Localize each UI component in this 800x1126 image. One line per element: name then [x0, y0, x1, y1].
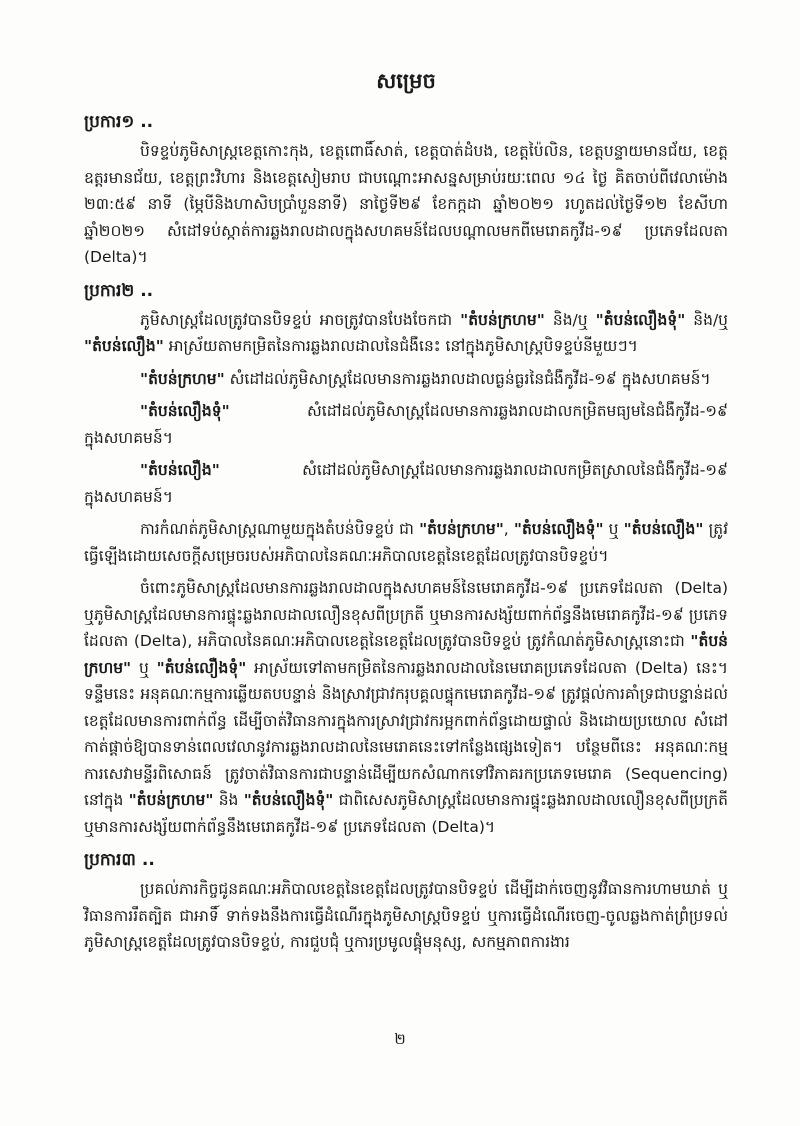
- text-run: សំដៅដល់ភូមិសាស្ត្រដែលមានការឆ្លងរាលដាលធ្ងន់ធ្ងរនៃជំងឺកូវីដ-១៩ ក្នុងសហគមន៍។: [224, 369, 711, 388]
- article-2-paragraph-6: [84, 575, 728, 840]
- zone-yellow-term: "តំបន់លឿង": [84, 337, 164, 355]
- document-title: សម្រេច: [376, 69, 436, 93]
- article-1-heading: ប្រការ១ ..: [84, 112, 154, 132]
- zone-dark-yellow-term: "តំបន់លឿងទុំ": [595, 310, 686, 329]
- zone-red-term: "តំបន់ក្រហម": [460, 310, 545, 329]
- text-run: និង/ឬ: [685, 310, 729, 329]
- text-run: ត្រូវធ្វើឡើងដោយសេចក្តីសម្រេចរបស់អភិបាលនៃគណៈអភិបាលខេត្តនៃខេត្តដែលត្រូវបានបិទខ្ទប់។: [84, 520, 728, 565]
- zone-red-term: "តំបន់ក្រហម": [140, 369, 225, 388]
- zone-dark-yellow-term: "តំបន់លឿងទុំ": [513, 520, 604, 538]
- article-3-heading: ប្រការ៣ ..: [84, 850, 155, 870]
- text-run: ជាពិសេសភូមិសាស្ត្រដែលមានការផ្ទុះឆ្លងរាលដាលលឿនខុសពីប្រក្រតី ឬមានការសង្ស័យពាក់ព័ន្ធនឹងមេរោគកូវីដ-១៩ ប្រភេទដែលតា (Delta)។: [84, 791, 728, 836]
- page-number: ២: [394, 1030, 406, 1048]
- article-2-paragraph-1: [84, 307, 728, 360]
- zone-dark-yellow-term: "តំបន់លឿងទុំ": [156, 658, 247, 677]
- text-run: ,: [503, 520, 514, 538]
- text-run: ភូមិសាស្ត្រដែលត្រូវបានបិទខ្ទប់ អាចត្រូវបានបែងចែកជា: [140, 310, 461, 329]
- article-2-paragraph-4: [84, 457, 728, 510]
- text-run: និង: [213, 791, 244, 809]
- article-2-paragraph-3: [84, 398, 728, 451]
- zone-yellow-term: "តំបន់លឿង": [623, 520, 704, 538]
- article-2-paragraph-2: [84, 366, 728, 393]
- text-run: អាស្រ័យតាមកម្រិតនៃការឆ្លងរាលដាលនៃជំងឺនេះ នៅក្នុងភូមិសាស្ត្របិទខ្ទប់នីមួយៗ។: [163, 337, 638, 355]
- text-run: ការកំណត់ភូមិសាស្ត្រណាមួយក្នុងតំបន់បិទខ្ទប់ ជា: [140, 520, 420, 538]
- text-run: ឬ: [603, 520, 624, 538]
- text-run: និង/ឬ: [544, 310, 596, 329]
- article-1-paragraph: បិទខ្ទប់ភូមិសាស្ត្រខេត្តកោះកុង, ខេត្តពោធិ៍សាត់, ខេត្តបាត់ដំបង, ខេត្តប៉ៃលិន, ខេត្តបន្ទាយមានជ័យ, ខេត្តឧត្តរមានជ័យ, ខេត្តព្រះវិហារ និងខេត្តសៀមរាប ជាបណ្តោះអាសន្នសម្រាប់រយៈពេល ១៤ ថ្ងៃ គិតចាប់ពីវេលាម៉ោង ២៣:៥៩ នាទី (ម្ភៃបីនិងហាសិបប្រាំបួននាទី) នាថ្ងៃទី២៩ ខែកក្កដា ឆ្នាំ២០២១ រហូតដល់ថ្ងៃទី១២ ខែសីហា ឆ្នាំ២០២១ សំដៅទប់ស្កាត់ការឆ្លងរាលដាលក្នុងសហគមន៍ដែលបណ្តាលមកពីមេរោគកូវីដ-១៩ ប្រភេទដែលតា (Delta)។: [84, 142, 728, 266]
- text-run: សំដៅដល់ភូមិសាស្ត្រដែលមានការឆ្លងរាលដាលកម្រិតស្រាលនៃជំងឺកូវីដ-១៩ ក្នុងសហគមន៍។: [84, 461, 728, 506]
- text-run: អាស្រ័យទៅតាមកម្រិតនៃការឆ្លងរាលដាលនៃមេរោគប្រភេទដែលតា (Delta) នេះ។ ទន្ទឹមនេះ អនុគណៈកម្មការឆ្លើយតបបន្ទាន់ និងស្រាវជ្រាវករុបគ្គលផ្ទុកមេរោគកូវីដ-១៩ ត្រូវផ្តល់ការគាំទ្រជាបន្ទាន់ដល់ខេត្តដែលមានការពាក់ព័ន្ធ ដើម្បីចាត់វិធានការក្នុងការស្រាវជ្រាវករម្អកពាក់ព័ន្ធដោយផ្ទាល់ និងដោយប្រយោល សំដៅកាត់ផ្តាច់ឱ្យបានទាន់ពេលវេលានូវការឆ្លងរាលដាលនៃមេរោគនេះទៅកន្លែងផ្សេងទៀត។ បន្ថែមពីនេះ អនុគណៈកម្មការសេវាមន្ទីរពិសោធន៍ ត្រូវចាត់វិធានការជាបន្ទាន់ដើម្បីយកសំណាកទៅវិភាគរកប្រភេទមេរោគ (Sequencing) នៅក្នុង: [84, 658, 728, 809]
- article-3-paragraph: ប្រគល់ភារកិច្ចជូនគណៈអភិបាលខេត្តនៃខេត្តដែលត្រូវបានបិទខ្ទប់ ដើម្បីដាក់ចេញនូវវិធានការហាមឃាត់ ឬវិធានការរឹតត្បិត ជាអាទិ៍ ទាក់ទងនឹងការធ្វើដំណើរក្នុងភូមិសាស្ត្របិទខ្ទប់ ឬការធ្វើដំណើរចេញ-ចូលឆ្លងកាត់ព្រំប្រទល់ភូមិសាស្ត្រខេត្តដែលត្រូវបានបិទខ្ទប់, ការជួបជុំ ឬការប្រមូលផ្តុំមនុស្ស, សកម្មភាពការងារ: [84, 880, 728, 951]
- article-2-paragraph-5: [84, 516, 728, 569]
- text-run: សំដៅដល់ភូមិសាស្ត្រដែលមានការឆ្លងរាលដាលកម្រិតមធ្យមនៃជំងឺកូវីដ-១៩ ក្នុងសហគមន៍។: [84, 402, 728, 447]
- zone-red-term: "តំបន់ក្រហម": [128, 791, 214, 809]
- zone-yellow-term: "តំបន់លឿង": [140, 461, 220, 479]
- article-2-heading: ប្រការ២ ..: [84, 280, 154, 301]
- text-run: ឬ: [131, 658, 157, 677]
- zone-red-term: "តំបន់ក្រហម": [84, 632, 728, 677]
- zone-dark-yellow-term: "តំបន់លឿងទុំ": [243, 791, 334, 809]
- text-run: ចំពោះភូមិសាស្ត្រដែលមានការឆ្លងរាលដាលក្នុងសហគមន៍នៃមេរោគកូវីដ-១៩ ប្រភេទដែលតា (Delta) ឬភូមិសាស្ត្រដែលមានការផ្ទុះឆ្លងរាលដាលលឿនខុសពីប្រក្រតី ឬមានការសង្ស័យពាក់ព័ន្ធនឹងមេរោគកូវីដ-១៩ ប្រភេទដែលតា (Delta), អភិបាលនៃគណៈអភិបាលខេត្តនៃខេត្តដែលត្រូវបានបិទខ្ទប់ ត្រូវកំណត់ភូមិសាស្ត្រនោះជា: [84, 579, 728, 650]
- zone-red-term: "តំបន់ក្រហម": [419, 520, 504, 538]
- zone-dark-yellow-term: "តំបន់លឿងទុំ": [140, 402, 230, 420]
